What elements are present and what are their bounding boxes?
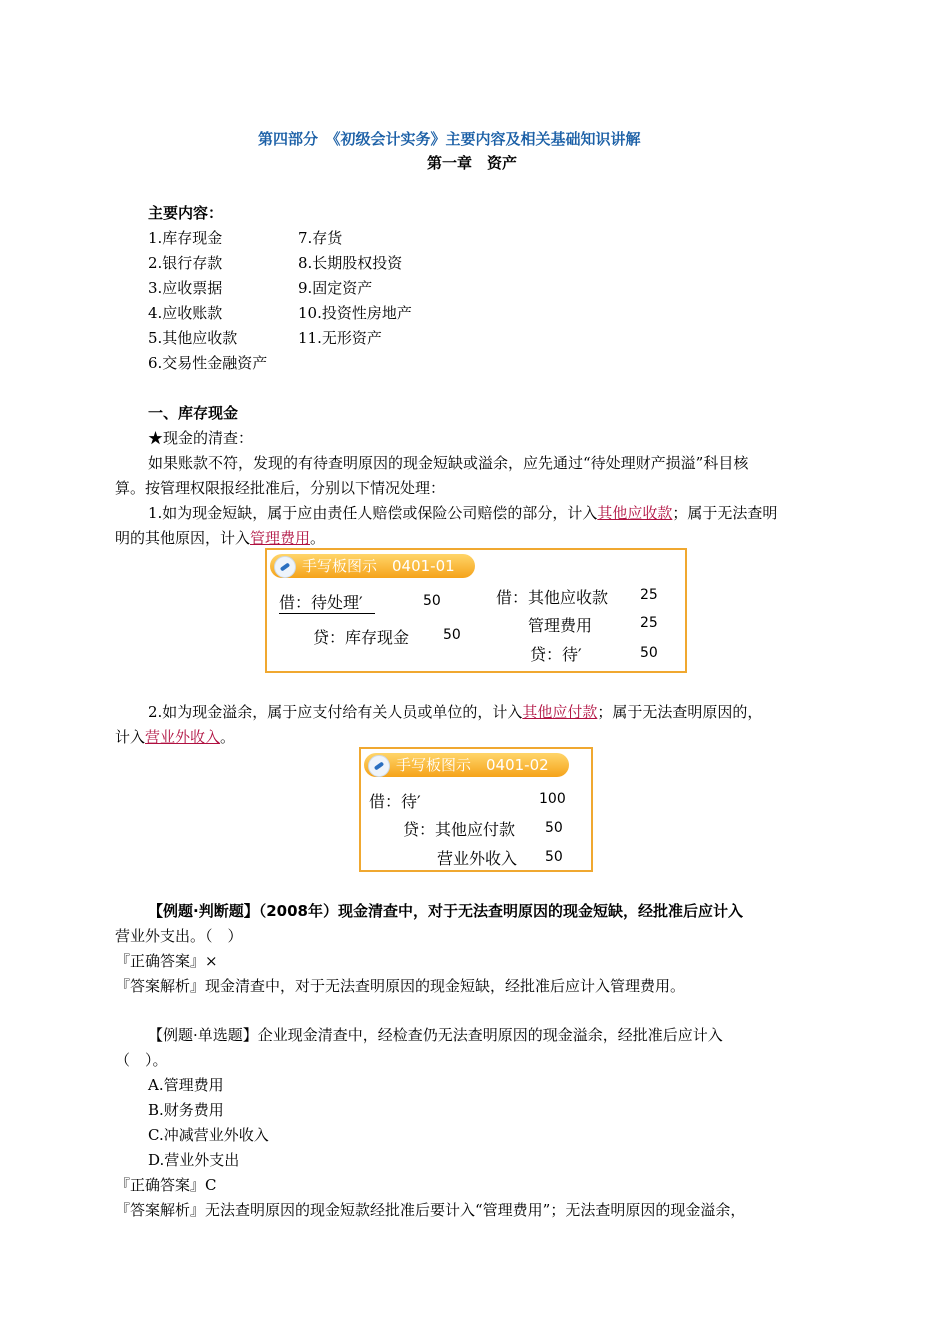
text: 计入	[115, 728, 146, 746]
answer-analysis: 『答案解析』无法查明原因的现金短款经批准后要计入“管理费用”；无法查明原因的现金溢余，	[115, 1201, 746, 1219]
text: 1.如为现金短缺，属于应由责任人赔偿或保险公司赔偿的部分，计入	[148, 504, 598, 522]
correct-answer: 『正确答案』C	[115, 1176, 217, 1194]
handwriting-figure-2	[359, 747, 593, 872]
entry-amount: 50	[443, 627, 461, 643]
entry-line: 管理费用	[528, 616, 593, 635]
entry-line: 营业外收入	[437, 849, 518, 868]
entry-amount: 50	[423, 593, 441, 609]
paragraph-line: 如果账款不符，发现的有待查明原因的现金短缺或溢余，应先通过“待处理财产损溢”科目核	[148, 454, 749, 472]
chapter-title: 第一章 资产	[427, 154, 518, 172]
entry-line: 借：待处理′	[279, 593, 363, 612]
part-title: 第四部分 《初级会计实务》主要内容及相关基础知识讲解	[258, 130, 641, 148]
entry-line: 贷：待′	[530, 645, 582, 664]
link-other-payables[interactable]: 其他应付款	[522, 703, 598, 721]
handwriting-figure-1	[265, 548, 687, 673]
correct-answer: 『正确答案』×	[115, 952, 218, 970]
figure-badge	[270, 554, 475, 578]
option: D.营业外支出	[148, 1151, 240, 1169]
contents-item: 11.无形资产	[298, 329, 382, 347]
example-question	[148, 901, 743, 921]
example-question: 【例题·单选题】企业现金清查中，经检查仍无法查明原因的现金溢余，经批准后应计入	[148, 1026, 723, 1044]
example-question: （ ）。	[115, 1051, 168, 1069]
section-heading: 一、库存现金	[148, 404, 239, 422]
paragraph-line: 算。按管理权限报经批准后，分别以下情况处理：	[115, 479, 446, 497]
badge-label: 手写板图示 0401-01	[302, 557, 455, 575]
contents-item: 1.库存现金	[148, 229, 223, 247]
text: ；属于无法查明原因的，	[597, 703, 763, 721]
badge-label: 手写板图示 0401-02	[396, 756, 549, 774]
contents-item: 6.交易性金融资产	[148, 354, 268, 372]
text: 。	[310, 529, 326, 547]
option: B.财务费用	[148, 1101, 224, 1119]
entry-line: 贷：库存现金	[313, 628, 410, 647]
contents-item: 10.投资性房地产	[298, 304, 412, 322]
pen-icon	[274, 556, 296, 578]
figure-badge	[364, 753, 569, 777]
link-other-receivables[interactable]: 其他应收款	[597, 504, 673, 522]
star-heading: ★现金的清查：	[148, 429, 254, 447]
entry-line: 借：其他应收款	[496, 588, 609, 607]
entry-amount: 100	[539, 791, 566, 807]
text: 2.如为现金溢余，属于应支付给有关人员或单位的，计入	[148, 703, 523, 721]
entry-amount: 50	[545, 820, 563, 836]
paragraph-line	[115, 528, 325, 548]
entry-line: 贷：其他应付款	[403, 820, 516, 839]
paragraph-line	[148, 702, 762, 722]
underline	[279, 613, 375, 614]
entry-line: 借：待′	[369, 792, 421, 811]
contents-item: 9.固定资产	[298, 279, 373, 297]
entry-amount: 25	[640, 587, 658, 603]
text: 明的其他原因，计入	[115, 529, 251, 547]
link-admin-expenses[interactable]: 管理费用	[250, 529, 311, 547]
contents-item: 8.长期股权投资	[298, 254, 403, 272]
option: C.冲减营业外收入	[148, 1126, 269, 1144]
text: ；属于无法查明	[672, 504, 778, 522]
pen-icon	[368, 755, 390, 777]
contents-item: 5.其他应收款	[148, 329, 238, 347]
entry-amount: 50	[640, 645, 658, 661]
text: 【例题·判断题】（2008年）现金清查中，对于无法查明原因的现金短缺，经批准后应计入	[148, 902, 743, 920]
contents-item: 3.应收票据	[148, 279, 223, 297]
contents-item: 7.存货	[298, 229, 343, 247]
paragraph-line	[148, 503, 777, 523]
example-question: 营业外支出。（ ）	[115, 927, 243, 945]
contents-item: 4.应收账款	[148, 304, 223, 322]
answer-analysis: 『答案解析』现金清查中，对于无法查明原因的现金短缺，经批准后应计入管理费用。	[115, 977, 686, 995]
option: A.管理费用	[148, 1076, 224, 1094]
entry-amount: 25	[640, 615, 658, 631]
contents-heading: 主要内容：	[148, 204, 224, 222]
contents-item: 2.银行存款	[148, 254, 223, 272]
link-non-operating-income[interactable]: 营业外收入	[145, 728, 221, 746]
entry-amount: 50	[545, 849, 563, 865]
text: 。	[220, 728, 236, 746]
paragraph-line	[115, 727, 235, 747]
